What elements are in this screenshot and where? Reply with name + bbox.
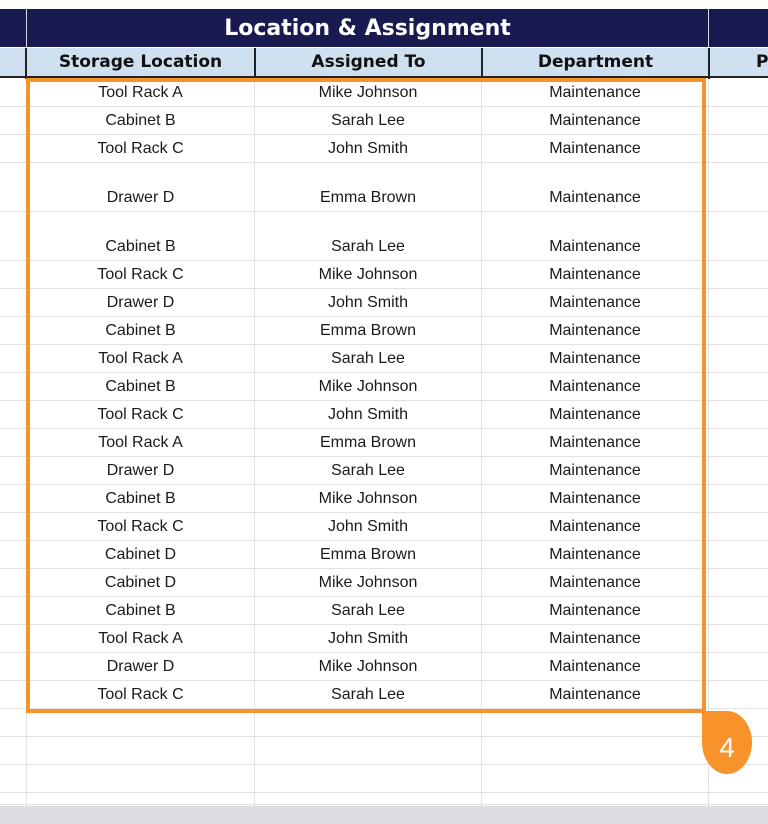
cell-left-partial[interactable]	[0, 135, 26, 162]
cell-department[interactable]: Maintenance	[549, 189, 641, 206]
cell-storage-location[interactable]: Cabinet B	[105, 322, 176, 339]
cell-left-partial[interactable]	[0, 345, 26, 372]
cell-assigned-to[interactable]: Emma Brown	[319, 434, 417, 451]
cell-storage-location[interactable]: Drawer D	[106, 294, 175, 311]
table-row	[0, 345, 768, 373]
cell-storage-location[interactable]: Cabinet B	[105, 378, 176, 395]
cell-left-partial[interactable]	[0, 709, 26, 736]
cell-assigned-to[interactable]	[255, 765, 481, 792]
cell-assigned-to[interactable]: Mike Johnson	[318, 378, 418, 395]
cell-assigned-to[interactable]	[255, 793, 481, 804]
cell-department[interactable]: Maintenance	[549, 518, 641, 535]
cell-right-partial[interactable]	[709, 317, 768, 344]
cell-right-partial[interactable]	[709, 429, 768, 456]
column-divider	[25, 48, 27, 79]
cell-storage-location[interactable]: Tool Rack C	[97, 686, 184, 703]
cell-storage-location[interactable]: Tool Rack A	[98, 350, 183, 367]
data-rows	[0, 79, 768, 805]
cell-department[interactable]: Maintenance	[549, 294, 641, 311]
cell-department[interactable]: Maintenance	[549, 658, 641, 675]
cell-right-partial[interactable]	[709, 681, 768, 708]
cell-department[interactable]: Maintenance	[549, 378, 641, 395]
table-row	[0, 513, 768, 541]
cell-storage-location[interactable]: Cabinet B	[105, 238, 176, 255]
cell-assigned-to[interactable]: John Smith	[327, 518, 409, 535]
cell-assigned-to[interactable]: Emma Brown	[319, 322, 417, 339]
cell-department[interactable]: Maintenance	[549, 434, 641, 451]
cell-assigned-to[interactable]: Emma Brown	[319, 546, 417, 563]
cell-assigned-to[interactable]: Sarah Lee	[331, 462, 405, 479]
table-row	[0, 625, 768, 653]
column-divider	[708, 48, 710, 79]
table-row	[0, 163, 768, 212]
table-row	[0, 289, 768, 317]
cell-right-partial[interactable]	[709, 345, 768, 372]
cell-storage-location[interactable]: Tool Rack A	[98, 434, 183, 451]
cell-storage-location[interactable]	[27, 765, 254, 792]
cell-right-partial[interactable]	[709, 261, 768, 288]
table-row	[0, 681, 768, 709]
cell-assigned-to[interactable]: Sarah Lee	[331, 350, 405, 367]
table-row	[0, 373, 768, 401]
cell-storage-location[interactable]: Cabinet B	[105, 490, 176, 507]
cell-right-partial[interactable]	[709, 135, 768, 162]
table-row	[0, 793, 768, 805]
cell-department[interactable]: Maintenance	[549, 406, 641, 423]
column-header-p-partial[interactable]	[710, 48, 768, 78]
cell-assigned-to[interactable]: John Smith	[327, 630, 409, 647]
cell-right-partial[interactable]	[709, 793, 768, 804]
cell-assigned-to[interactable]: Mike Johnson	[318, 574, 418, 591]
cell-right-partial[interactable]	[709, 212, 768, 260]
column-header-assigned-to[interactable]: Assigned To	[256, 48, 481, 78]
cell-left-partial[interactable]	[0, 373, 26, 400]
table-row	[0, 429, 768, 457]
table-row	[0, 457, 768, 485]
table-row	[0, 401, 768, 429]
cell-left-partial[interactable]	[0, 317, 26, 344]
cell-department[interactable]: Maintenance	[549, 238, 641, 255]
cell-left-partial[interactable]	[0, 625, 26, 652]
cell-left-partial[interactable]	[0, 653, 26, 680]
cell-department[interactable]: Maintenance	[549, 602, 641, 619]
cell-assigned-to[interactable]: Emma Brown	[319, 189, 417, 206]
cell-right-partial[interactable]	[709, 625, 768, 652]
cell-assigned-to[interactable]: Sarah Lee	[331, 686, 405, 703]
cell-assigned-to[interactable]: Mike Johnson	[318, 658, 418, 675]
cell-left-partial[interactable]	[0, 765, 26, 792]
cell-department[interactable]	[482, 793, 708, 804]
cell-left-partial[interactable]	[0, 737, 26, 764]
cell-storage-location[interactable]	[27, 709, 254, 736]
cell-right-partial[interactable]	[709, 373, 768, 400]
cell-department[interactable]: Maintenance	[549, 490, 641, 507]
group-header-left-partial[interactable]	[0, 9, 26, 47]
cell-left-partial[interactable]	[0, 681, 26, 708]
cell-assigned-to[interactable]: John Smith	[327, 406, 409, 423]
cell-right-partial[interactable]	[709, 653, 768, 680]
table-row	[0, 485, 768, 513]
cell-department[interactable]: Maintenance	[549, 322, 641, 339]
cell-left-partial[interactable]	[0, 107, 26, 134]
annotation-badge	[702, 711, 752, 774]
cell-storage-location[interactable]: Cabinet B	[105, 112, 176, 129]
column-header-left-partial[interactable]	[0, 48, 26, 78]
column-header-department[interactable]: Department	[483, 48, 708, 78]
cell-assigned-to[interactable]: Mike Johnson	[318, 266, 418, 283]
table-row	[0, 317, 768, 345]
cell-storage-location[interactable]: Tool Rack C	[97, 406, 184, 423]
cell-department[interactable]	[482, 737, 708, 764]
cell-assigned-to[interactable]: Sarah Lee	[331, 602, 405, 619]
cell-assigned-to[interactable]: Sarah Lee	[331, 112, 405, 129]
cell-storage-location[interactable]: Tool Rack C	[97, 140, 184, 157]
group-header-right-partial[interactable]	[709, 9, 768, 47]
cell-left-partial[interactable]	[0, 163, 26, 211]
cell-storage-location[interactable]: Tool Rack C	[97, 518, 184, 535]
cell-department[interactable]: Maintenance	[549, 574, 641, 591]
cell-department[interactable]: Maintenance	[549, 350, 641, 367]
header-divider	[26, 9, 27, 47]
cell-storage-location[interactable]: Tool Rack A	[98, 630, 183, 647]
table-row	[0, 709, 768, 737]
cell-storage-location[interactable]: Cabinet B	[105, 602, 176, 619]
cell-department[interactable]: Maintenance	[549, 140, 641, 157]
table-row	[0, 541, 768, 569]
table-row	[0, 653, 768, 681]
cell-storage-location[interactable]: Tool Rack C	[97, 266, 184, 283]
cell-right-partial[interactable]	[709, 513, 768, 540]
cell-department[interactable]: Maintenance	[549, 266, 641, 283]
cell-assigned-to[interactable]: Sarah Lee	[331, 238, 405, 255]
cell-assigned-to[interactable]	[255, 737, 481, 764]
cell-department[interactable]: Maintenance	[549, 546, 641, 563]
cell-right-partial[interactable]	[709, 163, 768, 211]
table-row	[0, 765, 768, 793]
cell-department[interactable]: Maintenance	[549, 462, 641, 479]
cell-right-partial[interactable]	[709, 457, 768, 484]
cell-assigned-to[interactable]: Mike Johnson	[318, 490, 418, 507]
table-row	[0, 79, 768, 107]
cell-left-partial[interactable]	[0, 569, 26, 596]
table-row	[0, 569, 768, 597]
cell-department[interactable]: Maintenance	[549, 686, 641, 703]
cell-right-partial[interactable]	[709, 401, 768, 428]
cell-storage-location[interactable]: Tool Rack A	[98, 84, 183, 101]
cell-right-partial[interactable]	[709, 541, 768, 568]
horizontal-scrollbar[interactable]	[0, 806, 768, 824]
cell-storage-location[interactable]: Cabinet D	[104, 546, 177, 563]
cell-left-partial[interactable]	[0, 261, 26, 288]
cell-left-partial[interactable]	[0, 212, 26, 260]
table-row	[0, 212, 768, 261]
cell-storage-location[interactable]: Drawer D	[106, 189, 175, 206]
column-header-storage-location[interactable]: Storage Location	[27, 48, 254, 78]
column-divider	[481, 48, 483, 79]
cell-assigned-to[interactable]: John Smith	[327, 140, 409, 157]
cell-right-partial[interactable]	[709, 569, 768, 596]
cell-left-partial[interactable]	[0, 289, 26, 316]
cell-right-partial[interactable]	[709, 485, 768, 512]
cell-left-partial[interactable]	[0, 457, 26, 484]
cell-storage-location[interactable]: Drawer D	[106, 462, 175, 479]
cell-department[interactable]: Maintenance	[549, 630, 641, 647]
cell-assigned-to[interactable]	[255, 709, 481, 736]
table-row	[0, 107, 768, 135]
cell-left-partial[interactable]	[0, 79, 26, 106]
column-header-p-label: P	[756, 52, 768, 72]
cell-storage-location[interactable]: Cabinet D	[104, 574, 177, 591]
cell-assigned-to[interactable]: Mike Johnson	[318, 84, 418, 101]
cell-department[interactable]: Maintenance	[549, 84, 641, 101]
table-row	[0, 737, 768, 765]
cell-storage-location[interactable]	[27, 793, 254, 804]
cell-right-partial[interactable]	[709, 289, 768, 316]
table-row	[0, 597, 768, 625]
cell-storage-location[interactable]	[27, 737, 254, 764]
annotation-badge-label: 4	[719, 731, 735, 763]
cell-department[interactable]	[482, 709, 708, 736]
cell-left-partial[interactable]	[0, 429, 26, 456]
cell-left-partial[interactable]	[0, 541, 26, 568]
cell-left-partial[interactable]	[0, 485, 26, 512]
table-row	[0, 261, 768, 289]
cell-assigned-to[interactable]: John Smith	[327, 294, 409, 311]
header-divider	[708, 9, 709, 47]
cell-left-partial[interactable]	[0, 793, 26, 804]
cell-left-partial[interactable]	[0, 401, 26, 428]
cell-right-partial[interactable]	[709, 597, 768, 624]
group-header-location-assignment[interactable]: Location & Assignment	[27, 9, 708, 47]
cell-left-partial[interactable]	[0, 513, 26, 540]
table-row	[0, 135, 768, 163]
cell-department[interactable]	[482, 765, 708, 792]
column-divider	[254, 48, 256, 79]
cell-department[interactable]: Maintenance	[549, 112, 641, 129]
cell-storage-location[interactable]: Drawer D	[106, 658, 175, 675]
cell-left-partial[interactable]	[0, 597, 26, 624]
cell-right-partial[interactable]	[709, 79, 768, 106]
cell-right-partial[interactable]	[709, 107, 768, 134]
